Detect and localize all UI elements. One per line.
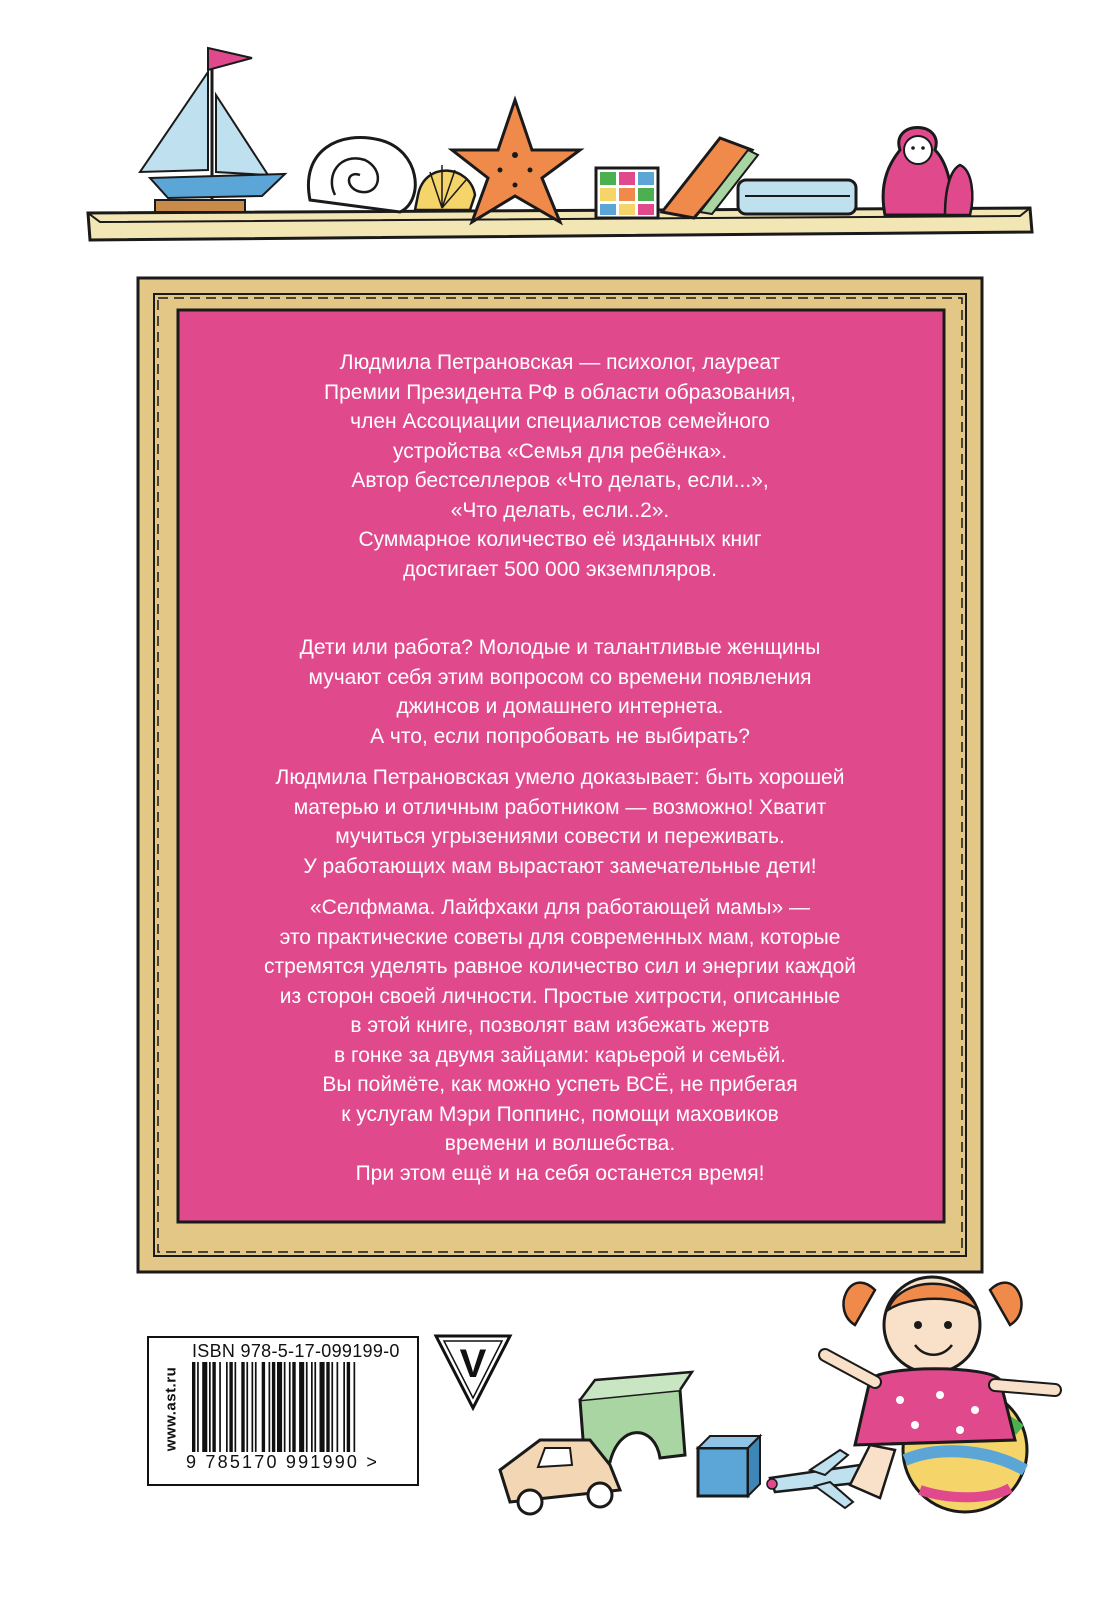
book-stack-icon xyxy=(662,138,856,218)
description-line: А что, если попробовать не выбирать? xyxy=(370,724,750,748)
description-line: времени и волшебства. xyxy=(444,1132,676,1155)
age-mark: V xyxy=(459,1342,487,1386)
bio-line: член Ассоциации специалистов семейного xyxy=(350,410,770,433)
isbn-label: ISBN 978-5-17-099199-0 xyxy=(192,1341,400,1361)
barcode-icon xyxy=(192,1362,406,1452)
bio-line: устройства «Семья для ребёнка». xyxy=(392,439,728,463)
matryoshka-icon xyxy=(883,128,972,216)
description-line: в этой книге, позволят вам избежать жертв xyxy=(350,1014,770,1037)
seashell-icon xyxy=(308,138,415,213)
description-line: к услугам Мэри Поппинс, помощи маховиков xyxy=(341,1102,779,1126)
sailboat-icon xyxy=(140,48,285,212)
bio-line: Премии Президента РФ в области образования, xyxy=(324,380,796,404)
description-line: из сторон своей личности. Простые хитрости, описанные xyxy=(279,984,841,1008)
bio-line: «Что делать, если..2». xyxy=(450,498,670,522)
description-line: в гонке за двумя зайцами: карьерой и семьёй. xyxy=(334,1043,786,1067)
scallop-shell-icon xyxy=(415,165,475,210)
description-line: мучиться угрызениями совести и переживать. xyxy=(335,825,785,848)
bio-line: Людмила Петрановская — психолог, лауреат xyxy=(339,351,781,374)
bio-line: достигает 500 000 экземпляров. xyxy=(403,557,717,581)
shelf-illustration xyxy=(0,0,1119,270)
website-label: www.ast.ru xyxy=(162,1366,180,1452)
toy-cube-icon xyxy=(698,1436,760,1496)
book-description xyxy=(200,633,920,1188)
toy-plane-icon xyxy=(767,1450,865,1508)
description-line: При этом ещё и на себя останется время! xyxy=(355,1161,765,1185)
description-line: это практические советы для современных мам, которые xyxy=(279,925,841,949)
bio-line: Суммарное количество её изданных книг xyxy=(358,528,762,551)
bio-line: Автор бестселлеров «Что делать, если...», xyxy=(351,469,769,492)
description-line: мучают себя этим вопросом со времени появления xyxy=(308,665,812,689)
description-line: У работающих мам вырастают замечательные дети! xyxy=(303,854,817,878)
description-line: Дети или работа? Молодые и талантливые женщины xyxy=(299,636,821,659)
ean-number: 9 785170 991990 > xyxy=(186,1452,380,1472)
description-line: Людмила Петрановская умело доказывает: быть хорошей xyxy=(275,766,845,789)
description-line: стремятся уделять равное количество сил и энергии каждой xyxy=(263,955,857,978)
rubiks-cube-icon xyxy=(596,168,658,218)
description-line: матерью и отличным работником — возможно! Хватит xyxy=(293,795,827,819)
description-line: «Селфмама. Лайфхаки для работающей мамы» — xyxy=(309,896,810,919)
description-line: джинсов и домашнего интернета. xyxy=(396,695,724,718)
author-bio xyxy=(200,348,920,584)
description-line: Вы поймёте, как можно успеть ВСЁ, не прибегая xyxy=(322,1073,798,1096)
toys-illustration xyxy=(470,1270,1119,1600)
